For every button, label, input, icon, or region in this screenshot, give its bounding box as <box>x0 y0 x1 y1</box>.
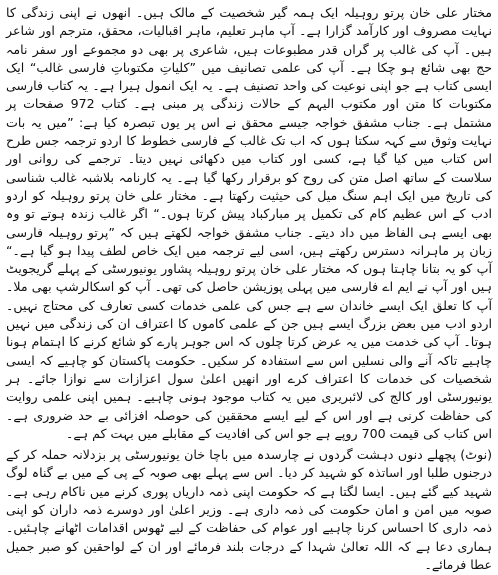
article-paragraph-main: مختار علی خان پرتو روہیلہ ایک ہمہ گیر شخصیت کے مالک ہیں۔ انھوں نے اپنی زندگی کا نہایت مصروف اور کارآمد گزارا ہے۔ آپ ماہر تعلیم، ماہر اقبالیات، محقق، مترجم اور شاعر ہیں۔ آپ کی غالب پر گراں قدر مطبوعات ہیں، شاعری پر بھی دو مجموعے اور سفر نامہ حج بھی شائع ہو چکا ہے۔ آپ کی علمی تصانیف میں ”کلیاتِ مکتوباتِ فارسی غالب“ ایک ایسی کتاب ہے جو اپنی نوعیت کی واحد تصنیف ہے۔ یہ ایک انمول ہیرا ہے۔ یہ کتاب فارسی مکتوبات کا متن اور مکتوب الیہم کے حالات زندگی پر مبنی ہے۔ کتاب 972 صفحات پر مشتمل ہے۔ جناب مشفق خواجہ جیسے محقق نے اس پر یوں تبصرہ کیا ہے: ”میں یہ بات نہایت وثوق سے کہہ سکتا ہوں کہ اب تک غالب کے فارسی خطوط کا اردو ترجمہ جس طرح اس کتاب میں کیا گیا ہے، کسی اور کتاب میں دکھائی نہیں دیتا۔ ترجمے کی روانی اور سلاست کے ساتھ اصل متن کی روح کو برقرار رکھا گیا ہے۔ یہ کارنامہ بلاشبہ غالب شناسی کی تاریخ میں ایک اہم سنگ میل کی حیثیت رکھتا ہے۔ مختار علی خان پرتو روہیلہ کو اردو ادب کے اس عظیم کام کی تکمیل پر مبارکباد پیش کرتا ہوں۔“ اگر غالب زندہ ہوتے تو وہ بھی ایسے ہی الفاظ میں داد دیتے۔ جناب مشفق خواجہ لکھتے ہیں کہ ”پرتو روہیلہ فارسی زبان پر ماہرانہ دسترس رکھتے ہیں، اسی لیے ترجمہ میں ایک خاص لطف پیدا ہو گیا ہے۔“ آپ کو یہ بتانا چاہتا ہوں کہ مختار علی خان پرتو روہیلہ پشاور یونیورسٹی کے پہلے گریجویٹ ہیں اور آپ نے ایم اے فارسی میں پہلی پوزیشن حاصل کی تھی۔ آپ کو اسکالرشپ بھی ملا۔ آپ کا تعلق ایک ایسے خاندان سے ہے جس کی علمی خدمات کسی تعارف کی محتاج نہیں۔ اردو ادب میں بعض بزرگ ایسے ہیں جن کے علمی کاموں کا اعتراف ان کی زندگی میں نہیں ہوتا۔ آپ کی خدمت میں یہ عرض کرتا چلوں کہ اس جوہر پارے کو شائع کرنے کا اہتمام ہونا چاہیے تاکہ آنے والی نسلیں اس سے استفادہ کر سکیں۔ حکومت پاکستان کو چاہیے کہ ایسی شخصیات کی خدمات کا اعتراف کرے اور انھیں اعلیٰ سول اعزازات سے نوازا جائے۔ ہر یونیورسٹی اور کالج کی لائبریری میں یہ کتاب موجود ہونی چاہیے۔ ہمیں اپنی علمی روایت کی حفاظت کرنی ہے اور اس کے لیے ایسے محققین کی حوصلہ افزائی بے حد ضروری ہے۔ اس کتاب کی قیمت 700 روپے ہے جو اس کی افادیت کے مقابلے میں بہت کم ہے۔ <box>6 5 492 441</box>
article-paragraph-note: (نوٹ) پچھلے دنوں دہشت گردوں نے چارسدہ میں باچا خان یونیورسٹی پر بزدلانہ حملہ کر کے درجنوں طلبا اور اساتذہ کو شہید کر دیا۔ اس سے پہلے بھی صوبہ کے پی کے میں بے گناہ لوگ شہید کیے گئے ہیں۔ ایسا لگتا ہے کہ حکومت اپنی ذمہ داریاں پوری کرنے میں ناکام رہی ہے۔ صوبہ میں امن و امان حکومت کی ذمہ داری ہے۔ وزیر اعلیٰ اور دوسرے ذمہ داران کو اپنی ذمہ داری کا احساس کرنا چاہیے اور عوام کی حفاظت کے لیے ٹھوس اقدامات اٹھانے چاہئیں۔ ہماری دعا ہے کہ اللہ تعالیٰ شہدا کے درجات بلند فرمائے اور ان کے لواحقین کو صبر جمیل عطا فرمائے۔ <box>6 447 492 572</box>
